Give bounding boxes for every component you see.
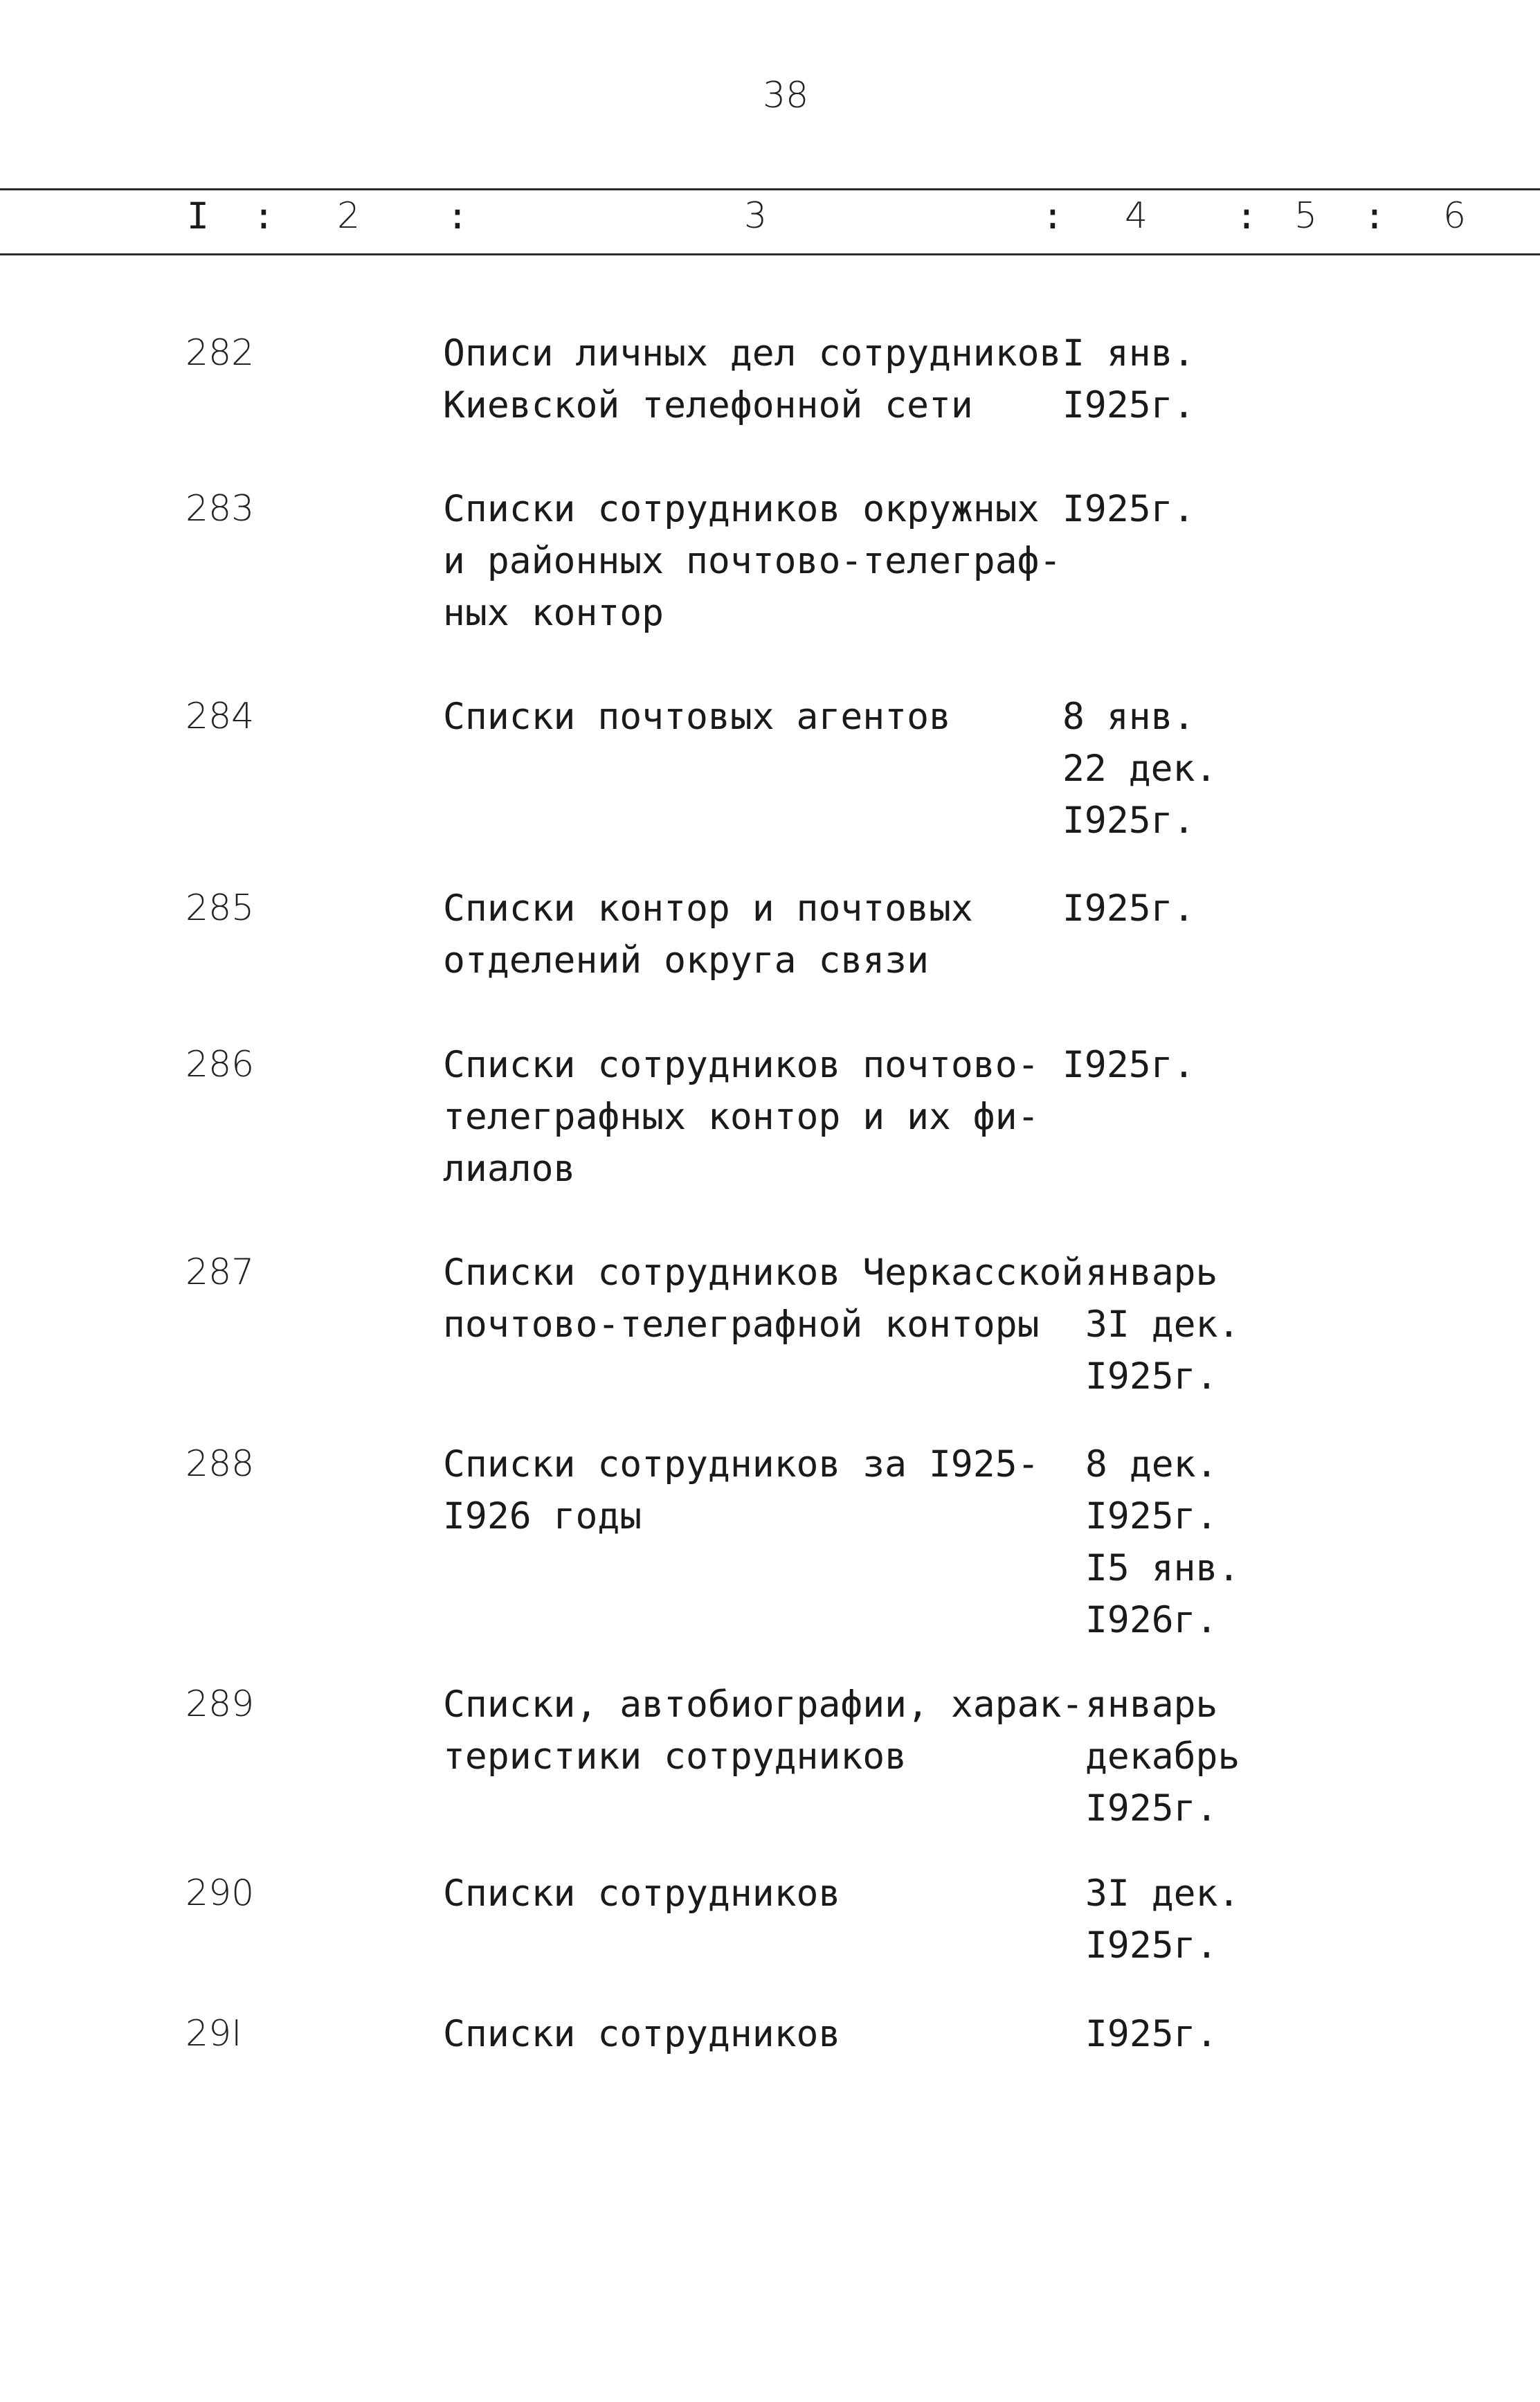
row-number: 287 <box>185 1252 255 1293</box>
row-number: 284 <box>185 696 255 737</box>
column-separator: : <box>446 195 469 237</box>
row-date-line: I925г. <box>1062 800 1195 842</box>
row-date-line: I925г. <box>1085 1924 1218 1967</box>
row-description-line: Списки сотрудников почтово- <box>443 1044 1040 1086</box>
row-number: 29I <box>185 2013 242 2055</box>
row-date-line: I926г. <box>1085 1599 1218 1641</box>
row-description-line: Описи личных дел сотрудников <box>443 332 1062 374</box>
row-description-line: Списки сотрудников Черкасской <box>443 1252 1084 1294</box>
row-description-line: отделений округа связи <box>443 939 929 982</box>
row-number: 288 <box>185 1443 255 1485</box>
row-date-line: 3I дек. <box>1085 1303 1240 1346</box>
row-date-line: I5 янв. <box>1085 1547 1240 1589</box>
row-description-line: почтово-телеграфной конторы <box>443 1303 1040 1346</box>
row-description-line: Списки почтовых агентов <box>443 696 951 738</box>
column-separator: : <box>1235 195 1258 237</box>
row-description-line: Списки, автобиографии, харак- <box>443 1683 1084 1726</box>
page-number: 38 <box>763 75 809 116</box>
row-date-line: 3I дек. <box>1085 1872 1240 1915</box>
column-separator: : <box>1042 195 1064 237</box>
row-number: 286 <box>185 1044 255 1085</box>
row-description-line: теристики сотрудников <box>443 1735 907 1778</box>
column-header-1: I <box>187 195 209 237</box>
column-separator: : <box>1364 195 1386 237</box>
row-date-line: декабрь <box>1085 1735 1240 1778</box>
row-date-line: I янв. <box>1062 332 1195 374</box>
row-date-line: январь <box>1085 1683 1218 1726</box>
row-date-line: январь <box>1085 1252 1218 1294</box>
row-description-line: Киевской телефонной сети <box>443 384 973 426</box>
row-date-line: I925г. <box>1085 1355 1218 1398</box>
column-header-5: 5 <box>1294 195 1318 237</box>
row-date-line: 8 янв. <box>1062 696 1195 738</box>
row-description-line: Списки сотрудников <box>443 1872 841 1915</box>
header-rule-top <box>0 188 1540 190</box>
row-date-line: I925г. <box>1062 488 1195 530</box>
row-description-line: телеграфных контор и их фи- <box>443 1096 1040 1138</box>
row-description-line: и районных почтово-телеграф- <box>443 540 1062 582</box>
column-header-2: 2 <box>337 195 361 237</box>
row-number: 282 <box>185 332 255 374</box>
row-description-line: Списки контор и почтовых <box>443 887 973 930</box>
column-separator: : <box>253 195 275 237</box>
row-description-line: лиалов <box>443 1148 576 1190</box>
header-rule-bottom <box>0 253 1540 255</box>
row-date-line: I925г. <box>1062 887 1195 930</box>
row-description-line: Списки сотрудников окружных <box>443 488 1040 530</box>
row-number: 289 <box>185 1683 255 1725</box>
row-date-line: 22 дек. <box>1062 748 1217 790</box>
row-number: 290 <box>185 1872 255 1914</box>
row-number: 283 <box>185 488 255 530</box>
row-description-line: I926 годы <box>443 1495 642 1537</box>
row-date-line: I925г. <box>1062 384 1195 426</box>
row-description-line: ных контор <box>443 592 664 634</box>
row-date-line: I925г. <box>1062 1044 1195 1086</box>
row-date-line: I925г. <box>1085 1787 1218 1830</box>
row-date-line: I925г. <box>1085 1495 1218 1537</box>
row-date-line: 8 дек. <box>1085 1443 1218 1486</box>
row-description-line: Списки сотрудников <box>443 2013 841 2055</box>
row-description-line: Списки сотрудников за I925- <box>443 1443 1040 1486</box>
column-header-4: 4 <box>1125 195 1148 237</box>
row-date-line: I925г. <box>1085 2013 1218 2055</box>
column-header-6: 6 <box>1443 195 1467 237</box>
row-number: 285 <box>185 887 255 929</box>
column-header-3: 3 <box>744 195 768 237</box>
